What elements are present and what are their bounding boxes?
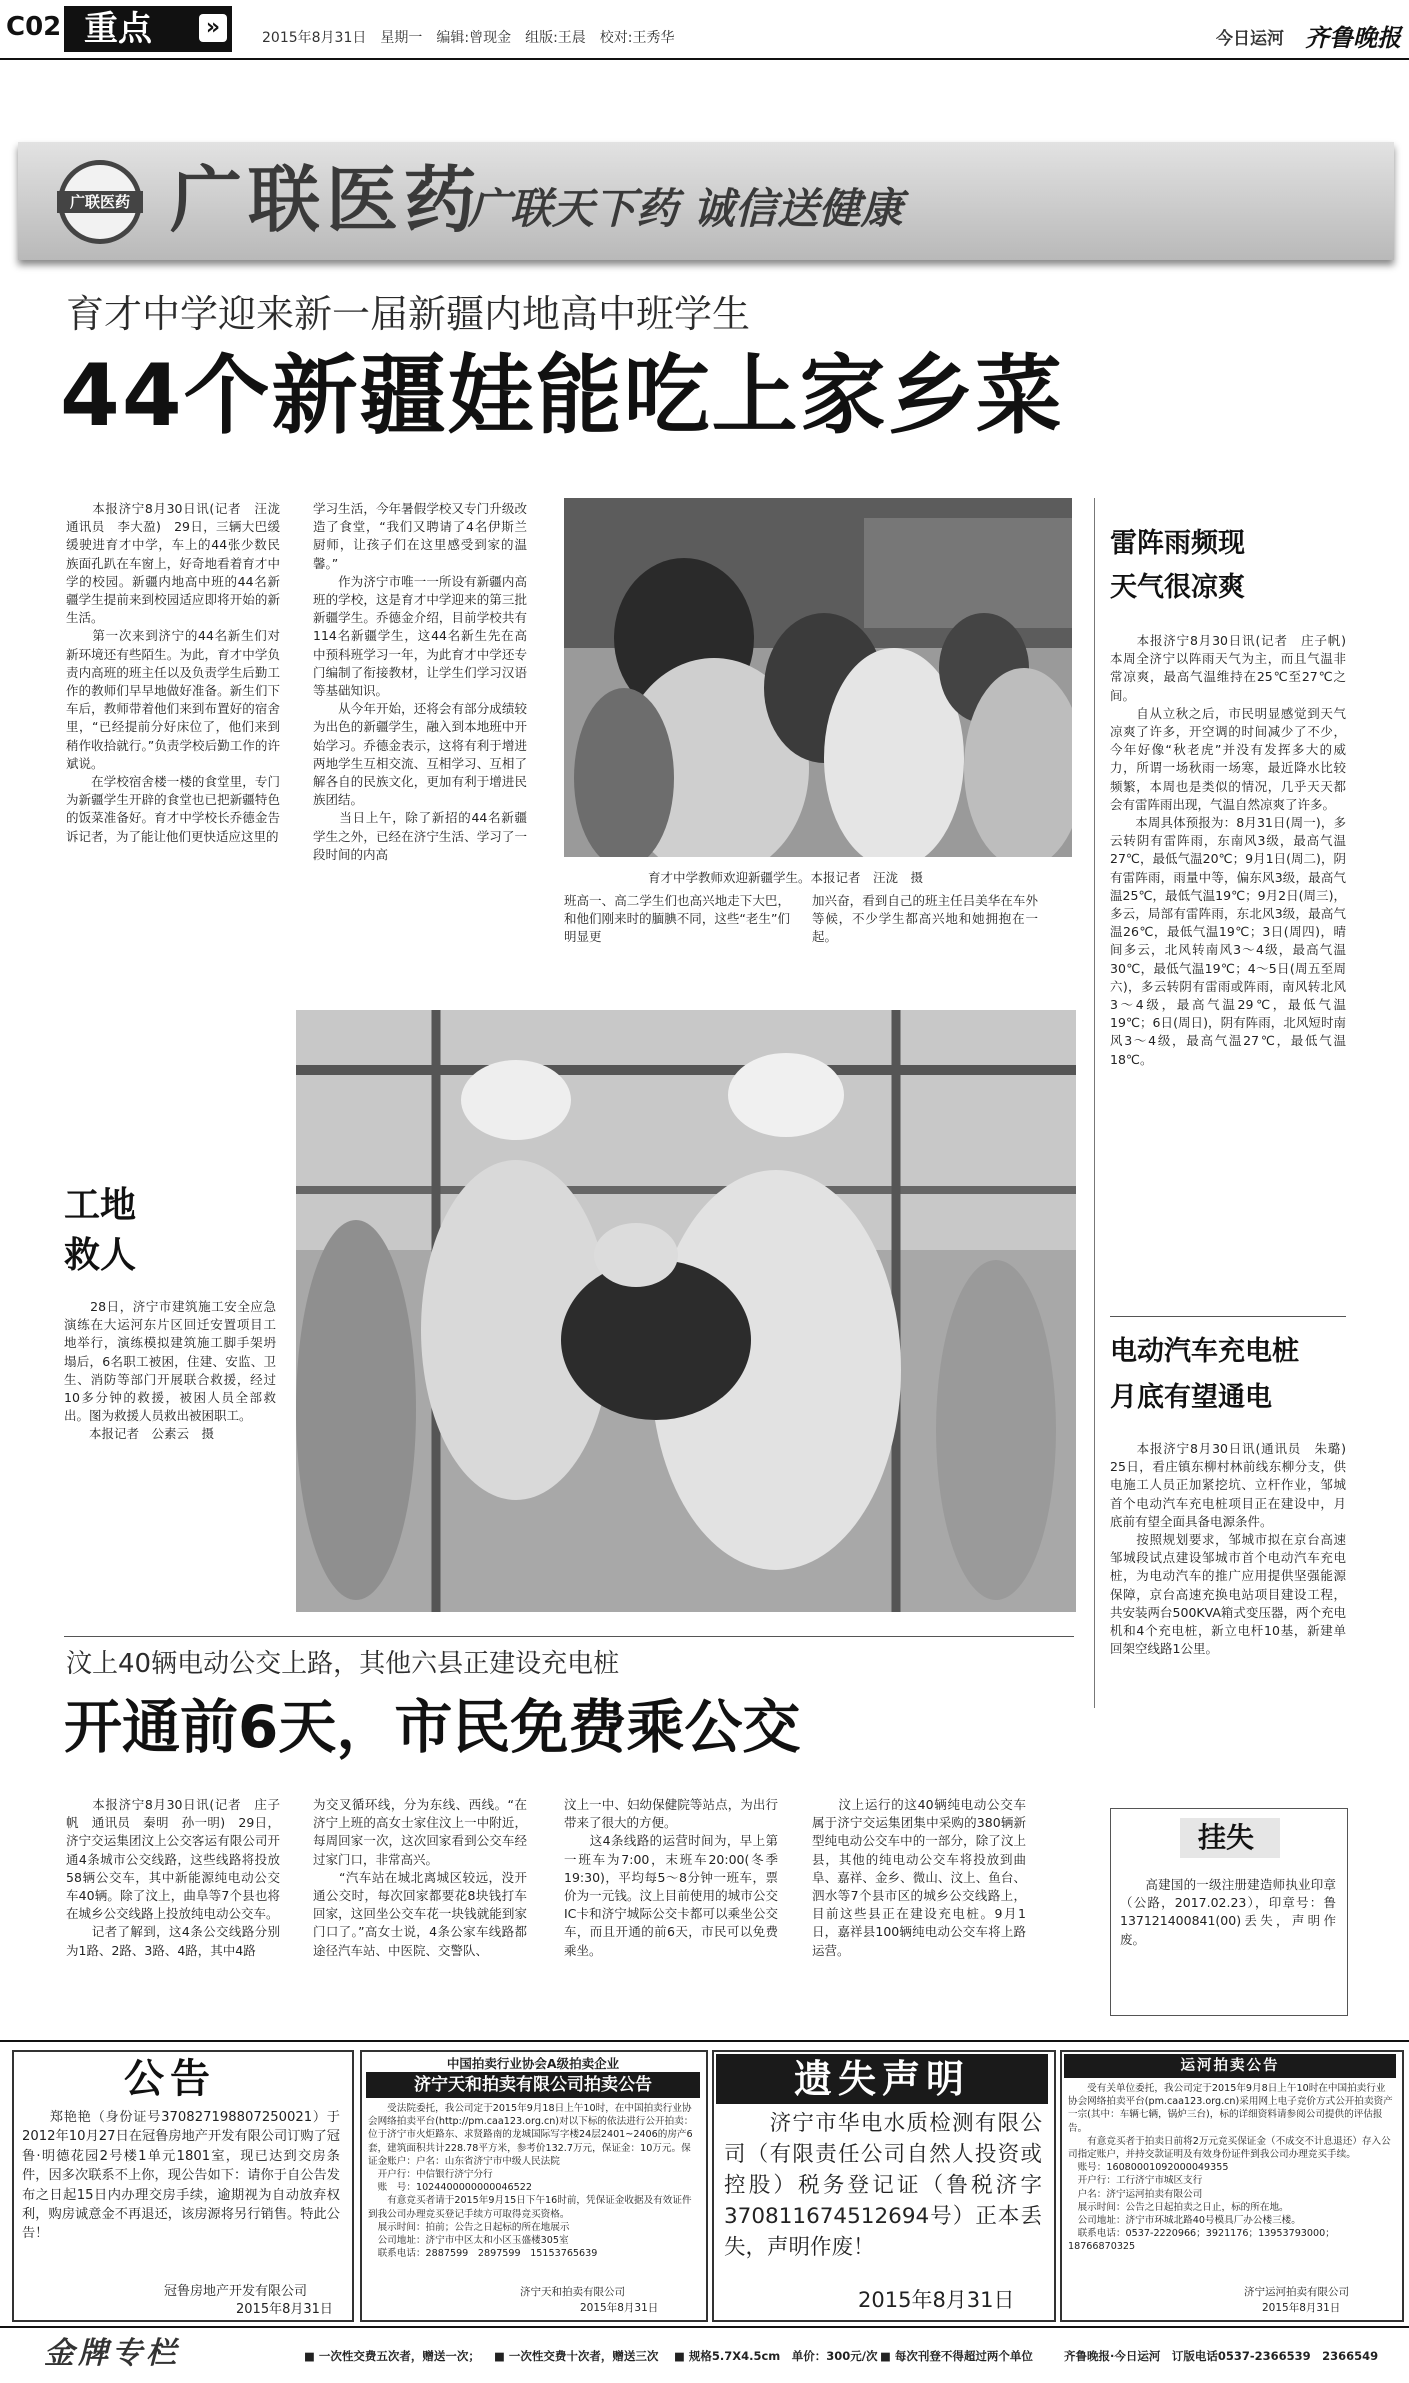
story1-col1: 本报济宁8月30日讯(记者 汪泷 通讯员 李大盈) 29日，三辆大巴缓缓驶进育才中学，车上的44张少数民族面孔趴在车窗上，好奇地看着育才中学的校园。新疆内地高中班的44名新疆学生提前来到校园适应即将开始的新生活。 第一次来到济宁的44名新生们对新环境还有些陌生。为此，育才中学负责内高班的班主任以及负责学生后勤工作的教师们早早地做好准备。新生们下车后，教师带着他们来到布置好的宿舍里，“已经提前分好床位了，他们来到稍作收拾就行。”负责学校后勤工作的许斌说。 在学校宿舍楼一楼的食堂里，专门为新疆学生开辟的食堂也已把新疆特色的饭菜准备好。育才中学校长乔德金告诉记者，为了能让他们更快适应这里的 xyxy=(66,501,280,844)
chevron-right-icon: » xyxy=(199,14,227,42)
story3-col4: 汶上运行的这40辆纯电动公交车属于济宁交运集团集中采购的380辆新型纯电动公交车中的一部分，除了汶上县，其他的纯电动公交车将投放到曲阜、嘉祥、金乡、微山、汶上、鱼台、泗水等7个县市区的城乡公交线路上，目前这些县正在建设充电桩。9月1日，嘉祥县100辆纯电动公交车将上路运营。 xyxy=(812,1797,1026,1958)
notice-title: 公告 xyxy=(124,2056,216,2102)
auction1-tag: 中国拍卖行业协会A级拍卖企业 xyxy=(446,2056,620,2071)
story1-headline: 44个新疆娃能吃上家乡菜 xyxy=(60,346,1064,446)
story1-col3: 班高一、高二学生们也高兴地走下大巴，和他们刚来时的腼腆不同，这些“老生”们明显更 xyxy=(564,893,790,945)
lost-title: 遗失声明 xyxy=(793,2057,970,2101)
story3-headline: 开通前6天，市民免费乘公交 xyxy=(64,1693,801,1761)
side1-headline-line1: 雷阵雨频现 xyxy=(1110,528,1245,559)
ad-banner xyxy=(18,142,1394,260)
story3-col1: 本报济宁8月30日讯(记者 庄子帆 通讯员 秦明 孙一明) 29日，济宁交运集团汶上公交客运有限公司开通4条城市公交线路，这些线路将投放58辆公交车，其中新能源纯电动公交车40辆。除了汶上，曲阜等7个县也将在城乡公交线路上投放纯电动公交车。 记者了解到，这4条公交线路分别为1路、2路、3路、4路，其中4路 xyxy=(66,1797,280,1958)
side1-headline-line2: 天气很凉爽 xyxy=(1110,572,1245,603)
side2-body: 本报济宁8月30日讯(通讯员 朱璐) 25日，看庄镇东柳村林前线东柳分支，供电施工人员正加紧挖坑、立杆作业，邹城首个电动汽车充电桩项目正在建设中，月底前有望全面具备电源条件。 按照规划要求，邹城市拟在京台高速邹城段试点建设邹城市首个电动汽车充电桩，为电动汽车的推广应用提供坚强能源保障，京台高速充换电站项目建设工程，共安装两台500KVA箱式变压器，两个充电机和4个充电桩，新立电杆10基，新建单回架空线路1公里。 xyxy=(1110,1441,1346,1657)
guashi-body: 高建国的一级注册建造师执业印章（公路，2017.02.23），印章号：鲁137121400841(00)丢失，声明作废。 xyxy=(1120,1877,1336,1947)
story1-photo-caption: 育才中学教师欢迎新疆学生。本报记者 汪泷 摄 xyxy=(648,870,924,885)
story1-kicker: 育才中学迎来新一届新疆内地高中班学生 xyxy=(66,292,751,336)
footer-text-1: 一次性交费五次者，赠送一次； xyxy=(318,2349,480,2363)
auction1-date: 2015年8月31日 xyxy=(580,2302,659,2314)
footer-item-4: ■ 每次刊登不得超过两个单位 xyxy=(880,2349,1033,2363)
notice-date: 2015年8月31日 xyxy=(236,2302,333,2317)
guashi-title: 挂失 xyxy=(1198,1821,1255,1854)
side2-headline-line1: 电动汽车充电桩 xyxy=(1110,1336,1299,1367)
story3-col2: 为交叉循环线，分为东线、西线。“在济宁上班的高女士家住汶上一中附近，每周回家一次，这次回家看到公交车经过家门口，非常高兴。 “汽车站在城北离城区较远，没开通公交时，每次回家都要花8块钱打车回家，这回坐公交车花一块钱就能到家门口了。”高女士说，4条公家车线路都途径汽车站、中医院、交警队、 xyxy=(313,1797,527,1958)
auction2-sign: 济宁运河拍卖有限公司 xyxy=(1244,2286,1349,2298)
footer-text-4: 每次刊登不得超过两个单位 xyxy=(894,2349,1033,2363)
footer-text-2: 一次性交费十次者，赠送三次 xyxy=(508,2349,659,2363)
auction2-body: 受有关单位委托，我公司定于2015年9月8日上午10时在中国拍卖行业协会网络拍卖平台(pm.caa123.org.cn)采用网上电子竞价方式公开拍卖资产一宗(其中：车辆七辆，锅炉三台)，标的详细资料请参阅公司提供的评估报告。 有意竞买者于拍卖日前将2万元竞买保证金（不成交不计息退还）存入公司指定账户，并持交款证明及有效身份证件到我公司办理竞买手续。 账号：16080001092000049355 开户行：工行济宁市城区支行 户名：济宁运河拍卖有限公司 展示时间：公告之日起拍卖之日止，标的所在地。 公司地址：济宁市环城北路40号模具厂办公楼三楼。 联系电话：0537-2220966；3921176；13953793000；18766870325 xyxy=(1068,2083,1393,2253)
side2-headline-line2: 月底有望通电 xyxy=(1110,1382,1272,1413)
ad-logo-text: 广联医药 xyxy=(57,191,143,213)
auction1-sign: 济宁天和拍卖有限公司 xyxy=(520,2286,625,2298)
edition-name: 今日运河 xyxy=(1216,29,1284,49)
auction1-body: 受法院委托，我公司定于2015年9月18日上午10时，在中国拍卖行业协会网络拍卖平台(http://pm.caa123.org.cn)对以下标的依法进行公开拍卖：位于济宁市火炬路东、求贤路南的龙城国际写字楼24层2401~2406的房产6套，建筑面积共计228.78平方米，参考价132.7万元，保证金：10万元。保证金账户：户名：山东省济宁市中级人民法院 开户行：中信银行济宁分行 账 号：1024400000000046522 有意竞买者请于2015年9月15日下午16时前，凭保证金收据及有效证件到我公司办理竞买登记手续方可取得竞买资格。 展示时间：拍前；公告之日起标的所在地展示 公司地址：济宁市中区太和小区玉盛楼305室 联系电话：2887599 2897599 15153765639 xyxy=(368,2103,694,2260)
footer-contact: 齐鲁晚报·今日运河 订版电话0537-2366539 2366549 xyxy=(1064,2349,1379,2363)
ad-company-name: 广联医药 xyxy=(170,158,483,242)
story1-col2: 学习生活，今年暑假学校又专门升级改造了食堂，“我们又聘请了4名伊斯兰厨师，让孩子们在这里感受到家的温馨。” 作为济宁市唯一一所设有新疆内高班的学校，这是育才中学迎来的第三批新疆学生。乔德金介绍，目前学校共有114名新疆学生，这44名新生先在高中预科班学习一年，为此育才中学还专门编制了衔接教材，让学生们学习汉语等基础知识。 从今年开始，还将会有部分成绩较为出色的新疆学生，融入到本地班中开始学习。乔德金表示，这将有利于增进两地学生互相交流、互相学习、互相了解各自的民族文化，更加有利于增进民族团结。 当日上午，除了新招的44名新疆学生之外，已经在济宁生活、学习了一段时间的内高 xyxy=(313,501,527,862)
story3-kicker: 汶上40辆电动公交上路，其他六县正建设充电桩 xyxy=(66,1649,620,1679)
side1-body: 本报济宁8月30日讯(记者 庄子帆) 本周全济宁以阵雨天气为主，而且气温非常凉爽，最高气温维持在25℃至27℃之间。 自从立秋之后，市民明显感觉到天气凉爽了许多，开空调的时间减少了不少，今年好像“秋老虎”并没有发挥多大的威力，所谓一场秋雨一场寒，最近降水比较频繁，本周也是类似的情况，几乎天天都会有雷阵雨出现，气温自然凉爽了许多。 本周具体预报为：8月31日(周一)，多云转阴有雷阵雨，东南风3级，最高气温27℃，最低气温20℃；9月1日(周二)，阴有雷阵雨，雨量中等，偏东风3级，最高气温25℃，最低气温19℃；9月2日(周三)，多云，局部有雷阵雨，东北风3级，最高气温26℃，最低气温19℃；3日(周四)，晴间多云，北风转南风3～4级，最高气温30℃，最低气温19℃；4～5日(周五至周六)，多云转阴有雷雨或阵雨，南风转北风3～4级，最高气温29℃，最低气温19℃；6日(周日)，阴有阵雨，北风短时南风3～4级，最高气温27℃，最低气温18℃。 xyxy=(1110,633,1346,1067)
footer-text-3: 规格5.7X4.5cm 单价：300元/次 xyxy=(688,2349,878,2363)
date-line: 2015年8月31日 星期一 编辑:曾现金 组版:王晨 校对:王秀华 xyxy=(262,30,675,46)
lost-body: 济宁市华电水质检测有限公司（有限责任公司自然人投资或控股）税务登记证（鲁税济字370811674512694号）正本丢失，声明作废！ xyxy=(724,2111,1042,2260)
notice-body: 郑艳艳（身份证号370827198807250021）于2012年10月27日在冠鲁房地产开发有限公司订购了冠鲁·明德花园2号楼1单元1801室，现已达到交房条件，因多次联系不上你，现公告如下：请你于自公告发布之日起15日内办理交房手续，逾期视为自动放弃权利，购房诚意金不再退还，该房源将另行销售。特此公告！ xyxy=(22,2110,340,2242)
section-title: 重点 xyxy=(84,9,152,49)
auction1-title: 济宁天和拍卖有限公司拍卖公告 xyxy=(414,2075,652,2095)
story1-col4: 加兴奋，看到自己的班主任吕美华在车外等候，不少学生都高兴地和她拥抱在一起。 xyxy=(812,893,1038,945)
paper-logo: 齐鲁晚报 xyxy=(1305,23,1401,52)
page-number: C02 xyxy=(6,12,62,42)
ad-slogan: 广联天下药 诚信送健康 xyxy=(468,184,903,233)
story3-col3: 汶上一中、妇幼保健院等站点，为出行带来了很大的方便。 这4条线路的运营时间为，早上第一班车为7:00，末班车20:00(冬季19:30)，平均每5～8分钟一班车，票价为一元钱。汶上目前使用的城市公交IC卡和济宁城际公交卡都可以乘坐公交车，而且开通的前6天，市民可以免费乘坐。 xyxy=(564,1797,778,1958)
footer-item-1: ■ 一次性交费五次者，赠送一次； xyxy=(304,2349,480,2363)
rescue-title-line2: 救人 xyxy=(64,1235,137,1276)
auction2-title: 运河拍卖公告 xyxy=(1180,2058,1280,2074)
footer-item-2: ■ 一次性交费十次者，赠送三次 xyxy=(494,2349,659,2363)
rescue-caption: 28日，济宁市建筑施工安全应急演练在大运河东片区回迁安置项目工地举行，演练模拟建筑施工脚手架坍塌后，6名职工被困，住建、安监、卫生、消防等部门开展联合救援，经过10多分钟的救援，被困人员全部救出。图为救援人员救出被困职工。 本报记者 公素云 摄 xyxy=(64,1299,276,1442)
story1-photo xyxy=(564,498,1072,857)
rescue-title-line1: 工地 xyxy=(64,1185,137,1226)
section-tag xyxy=(64,6,232,52)
auction2-date: 2015年8月31日 xyxy=(1262,2302,1341,2314)
footer-item-3: ■ 规格5.7X4.5cm 单价：300元/次 xyxy=(674,2349,878,2363)
notice-sign: 冠鲁房地产开发有限公司 xyxy=(164,2284,308,2299)
lost-date: 2015年8月31日 xyxy=(858,2288,1015,2312)
footer-brand: 金牌专栏 xyxy=(44,2336,180,2371)
rescue-photo xyxy=(296,1010,1076,1612)
ad-logo-icon xyxy=(58,160,142,244)
